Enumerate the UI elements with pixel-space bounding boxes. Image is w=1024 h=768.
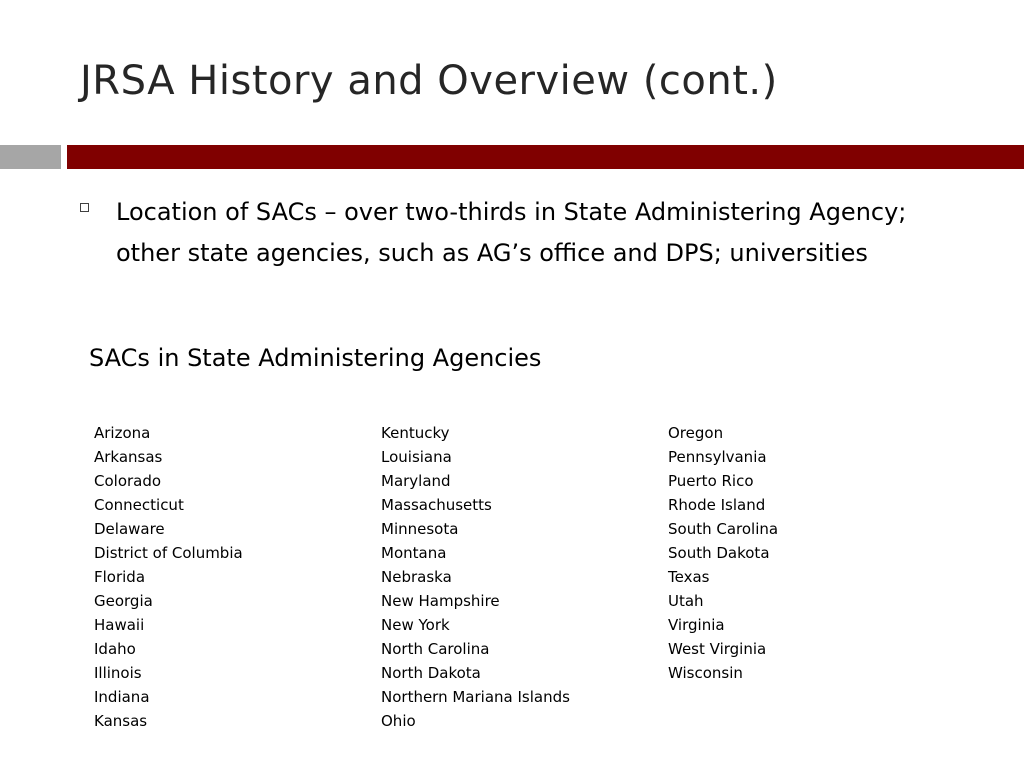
state-list-item: North Carolina xyxy=(381,640,490,658)
square-bullet-icon xyxy=(80,203,89,212)
state-list-item: Connecticut xyxy=(94,496,184,514)
state-list-item: Montana xyxy=(381,544,447,562)
red-accent-bar xyxy=(67,145,1024,169)
list-subheading: SACs in State Administering Agencies xyxy=(89,344,542,372)
states-column-2 xyxy=(381,421,570,733)
state-list-item: Louisiana xyxy=(381,448,452,466)
state-list-item: Ohio xyxy=(381,712,416,730)
state-list-item: Northern Mariana Islands xyxy=(381,688,570,706)
state-list-item: Illinois xyxy=(94,664,142,682)
state-list-item: Nebraska xyxy=(381,568,452,586)
grey-accent-bar xyxy=(0,145,61,169)
state-list-item: Florida xyxy=(94,568,146,586)
state-list-item: New York xyxy=(381,616,450,634)
state-list-item: Rhode Island xyxy=(668,496,766,514)
state-list-item: Arkansas xyxy=(94,448,163,466)
state-list-item: District of Columbia xyxy=(94,544,243,562)
state-list-item: Wisconsin xyxy=(668,664,743,682)
state-list-item: North Dakota xyxy=(381,664,481,682)
state-list-item: Minnesota xyxy=(381,520,459,538)
state-list-item: Oregon xyxy=(668,424,724,442)
state-list-item: Delaware xyxy=(94,520,165,538)
bullet-point xyxy=(80,192,940,274)
states-column-3 xyxy=(668,421,778,685)
state-list-item: Georgia xyxy=(94,592,153,610)
state-list-item: Idaho xyxy=(94,640,136,658)
state-list-item: South Dakota xyxy=(668,544,770,562)
state-list-item: Puerto Rico xyxy=(668,472,754,490)
slide-title: JRSA History and Overview (cont.) xyxy=(80,58,778,104)
state-list-item: West Virginia xyxy=(668,640,767,658)
state-list-item: Hawaii xyxy=(94,616,145,634)
state-list-item: Massachusetts xyxy=(381,496,492,514)
state-list-item: New Hampshire xyxy=(381,592,500,610)
bullet-text: Location of SACs – over two-thirds in State Administering Agency; other state agencies, such as AG’s office and DPS; universities xyxy=(116,198,907,267)
state-list-item: Arizona xyxy=(94,424,151,442)
state-list-item: Colorado xyxy=(94,472,162,490)
state-list-item: Indiana xyxy=(94,688,150,706)
state-list-item: Maryland xyxy=(381,472,451,490)
state-list-item: Texas xyxy=(668,568,710,586)
state-list-item: Kentucky xyxy=(381,424,450,442)
states-column-1 xyxy=(94,421,243,733)
state-list-item: Kansas xyxy=(94,712,148,730)
state-list-item: South Carolina xyxy=(668,520,779,538)
state-list-item: Virginia xyxy=(668,616,725,634)
state-list-item: Pennsylvania xyxy=(668,448,767,466)
state-list-item: Utah xyxy=(668,592,704,610)
